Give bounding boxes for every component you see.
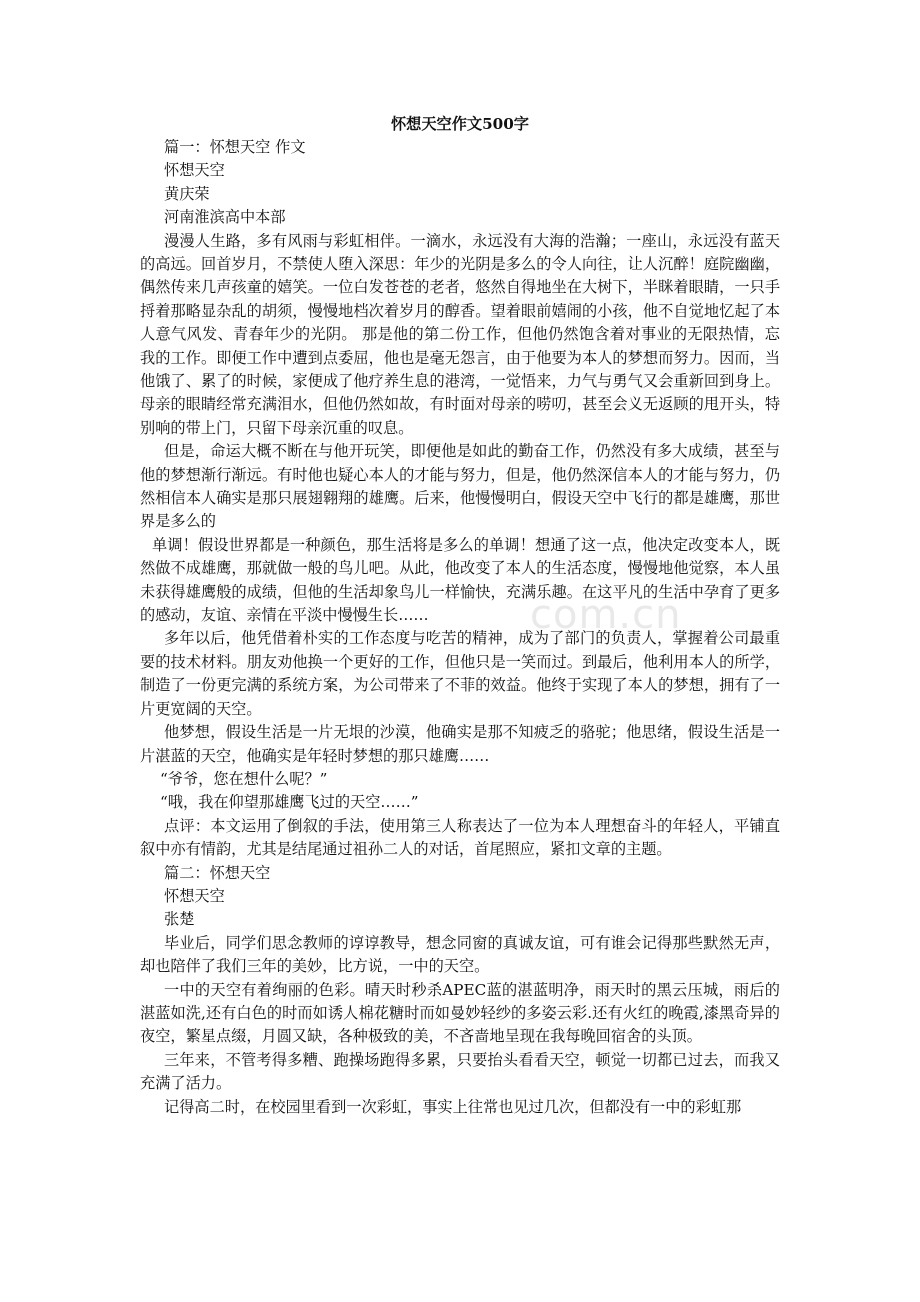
section-heading-1: 篇一：怀想天空 作文 [164, 138, 306, 156]
essay-title-2: 怀想天空 [164, 886, 225, 905]
paragraph: 多年以后，他凭借着朴实的工作态度与吃苦的精神，成为了部门的负责人，掌握着公司最重要的技术材料。朋友劝他换一个更好的工作，但他只是一笑而过。到最后，他利用本人的所学，制造了一份更完满的系统方案，为公司带来了不菲的效益。他终于实现了本人的梦想，拥有了一片更宽阔的天空。 [140, 629, 780, 718]
section-heading-2: 篇二：怀想天空 [164, 863, 271, 882]
paragraph: 三年来，不管考得多糟、跑操场跑得多累，只要抬头看看天空，顿觉一切都已过去，而我又充满了活力。 [140, 1050, 780, 1093]
author-school-1: 河南淮滨高中本部 [164, 208, 286, 227]
document-title: 怀想天空作文500字 [390, 115, 529, 133]
paragraph: 单调！假设世界都是一种颜色，那生活将是多么的单调！想通了这一点，他决定改变本人，既然做不成雄鹰，那就做一般的鸟儿吧。从此，他改变了本人的生活态度，慢慢地他觉察，本人虽未获得雄鹰般的成绩，但他的生活却象鸟儿一样愉快，充满乐趣。在这平凡的生活中孕育了更多的感动，友谊、亲情在平淡中慢慢生长…… [140, 535, 780, 625]
author-name-2: 张楚 [164, 910, 195, 929]
dialogue-line: “爷爷，您在想什么呢？” [160, 769, 328, 788]
paragraph: 但是，命运大概不断在与他开玩笑，即便他是如此的勤奋工作，仍然没有多大成绩，甚至与他的梦想渐行渐远。有时他也疑心本人的才能与努力，但是，他仍然深信本人的才能与努力，仍然相信本人确实是那只展翅翱翔的雄鹰。后来，他慢慢明白，假设天空中飞行的都是雄鹰，那世界是多么的 [140, 442, 780, 531]
paragraph: 漫漫人生路，多有风雨与彩虹相伴。一滴水，永远没有大海的浩瀚；一座山，永远没有蓝天的高远。回首岁月，不禁使人堕入深思：年少的光阴是多么的令人向往，让人沉醉！庭院幽幽，偶然传来几声孩童的嬉笑。一位白发苍苍的老者，悠然自得地坐在大树下，半眯着眼睛，一只手捋着那略显杂乱的胡须，慢慢地档次着岁月的醇香。望着眼前嬉闹的小孩，他不自觉地忆起了本人意气风发、青春年少的光阴。 那是他的第二份工作，但他仍然饱含着对事业的无限热情，忘我的工作。即便工作中遭到点委屈，他也是毫无怨言，由于他要为本人的梦想而努力。因而，当他饿了、累了的时候，家便成了他疗养生息的港湾，一觉悟来，力气与勇气又会重新回到身上。母亲的眼睛经常充满泪水，但他仍然如故，有时面对母亲的唠叨，甚至会义无返顾的甩开头，特别响的带上门，只留下母亲沉重的叹息。 [140, 231, 780, 437]
author-name-1: 黄庆荣 [164, 184, 210, 203]
document-body [140, 112, 780, 1119]
paragraph: 记得高二时，在校园里看到一次彩虹，事实上往常也见过几次，但都没有一中的彩虹那 [164, 1097, 742, 1116]
dialogue-line: “哦，我在仰望那雄鹰飞过的天空……” [160, 793, 419, 812]
paragraph: 他梦想，假设生活是一片无垠的沙漠，他确实是那不知疲乏的骆驼；他思绪，假设生活是一片湛蓝的天空，他确实是年轻时梦想的那只雄鹰…… [140, 723, 780, 765]
essay-title-1: 怀想天空 [164, 161, 225, 180]
commentary-paragraph: 点评：本文运用了倒叙的手法，使用第三人称表达了一位为本人理想奋斗的年轻人，平铺直叙中亦有情韵，尤其是结尾通过祖孙二人的对话，首尾照应，紧扣文章的主题。 [140, 816, 780, 859]
watermark: com.cn [530, 592, 682, 638]
paragraph: 毕业后，同学们思念教师的谆谆教导，想念同窗的真诚友谊，可有谁会记得那些默然无声，却也陪伴了我们三年的美妙，比方说，一中的天空。 [140, 933, 780, 976]
paragraph: 一中的天空有着绚丽的色彩。晴天时秒杀APEC蓝的湛蓝明净，雨天时的黑云压城，雨后的湛蓝如洗,还有白色的时而如诱人棉花糖时而如曼妙轻纱的多姿云彩.还有火红的晚霞,漆黑奇异的夜空，繁星点缀，月圆又缺，各种极致的美，不吝啬地呈现在我每晚回宿舍的头顶。 [140, 980, 780, 1046]
